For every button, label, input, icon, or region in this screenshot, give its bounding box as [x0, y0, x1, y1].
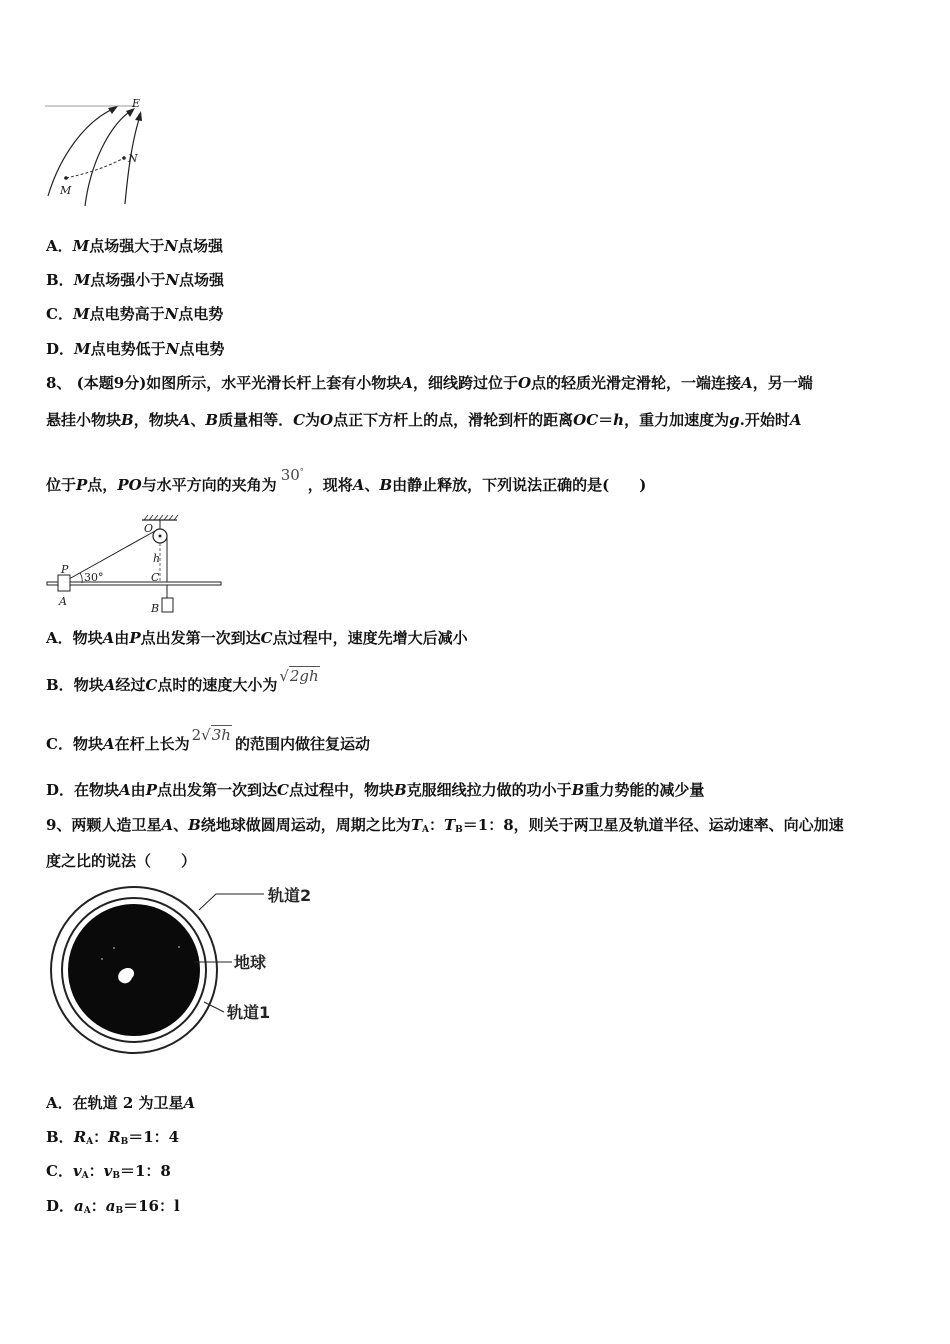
- label-b: B: [151, 602, 160, 615]
- label-c: C: [151, 571, 160, 584]
- q7-option-b: B．M点场强小于N点场强: [46, 271, 225, 289]
- point-m: [64, 176, 68, 180]
- q8-stem-line-3: 位于P点，PO与水平方向的夹角为30°，现将A、B由静止释放，下列说法正确的是( ): [46, 466, 647, 494]
- ceiling-hatch: [144, 515, 178, 520]
- q9-option-a: A．在轨道 2 为卫星A: [46, 1094, 196, 1112]
- label-p: P: [61, 563, 69, 576]
- label-m: M: [60, 184, 72, 197]
- field-lines-figure: [40, 96, 200, 211]
- orbit-figure: [44, 882, 344, 1057]
- block-b: [162, 598, 173, 612]
- q9-stem-line-2: 度之比的说法（ ）: [46, 852, 197, 870]
- q8-option-b: B．物块A经过C点时的速度大小为 √2gh: [46, 667, 319, 694]
- earth: [68, 904, 200, 1036]
- angle-30: 30°: [280, 466, 304, 484]
- q8-option-a: A．物块A由P点出发第一次到达C点过程中，速度先增大后减小: [46, 629, 468, 647]
- label-30: 30°: [84, 571, 104, 584]
- arrow-head-1: [108, 106, 118, 114]
- q7-option-d: D．M点电势低于N点电势: [46, 340, 225, 358]
- block-a: [58, 575, 70, 591]
- q9-option-b: B．$R_A$：$R_B=1$：4: [46, 1128, 180, 1147]
- q7-option-a: A．M点场强大于N点场强: [46, 237, 223, 255]
- trajectory-dashed: [66, 158, 124, 178]
- q8-option-d: D．在物块A由P点出发第一次到达C点过程中，物块B克服细线拉力做的功小于B重力势能的减少量: [46, 781, 705, 799]
- q8-stem-line-2: 悬挂小物块B，物块A、B质量相等．C为O点正下方杆上的点，滑轮到杆的距离OC＝h，重力加速度为g.开始时A: [46, 411, 802, 429]
- field-line-1: [48, 108, 115, 196]
- q8-option-c: C．物块A在杆上长为 2√3h 的范围内做往复运动: [46, 726, 370, 753]
- label-h: h: [153, 552, 161, 565]
- speck-1: [113, 947, 115, 949]
- q8-stem-line-1: 8、 (本题9分)如图所示，水平光滑长杆上套有小物块A，细线跨过位于O点的轻质光滑定滑轮，一端连接A，另一端: [46, 374, 813, 392]
- q7-option-c: C．M点电势高于N点电势: [46, 305, 224, 323]
- point-n: [122, 156, 126, 160]
- speck-2: [178, 946, 180, 948]
- q9-option-c: C．$v_A$：$v_B=1$：8: [46, 1162, 171, 1181]
- horizontal-rod: [47, 582, 221, 585]
- q9-option-d: D．$a_A$：$a_B=16$：l: [46, 1197, 180, 1216]
- label-a: A: [59, 595, 67, 608]
- label-orbit-1: 轨道1: [227, 1003, 271, 1022]
- string-po: [69, 531, 155, 579]
- pulley-figure: [42, 515, 232, 620]
- label-n: N: [128, 152, 138, 165]
- speck-3: [101, 958, 103, 960]
- label-earth: 地球: [234, 953, 267, 972]
- label-orbit-2: 轨道2: [268, 886, 312, 905]
- label-o: O: [144, 522, 154, 535]
- leader-orbit2: [199, 894, 264, 910]
- q9-stem-line-1: 9、两颗人造卫星A、B绕地球做圆周运动，周期之比为$T_A$：$T_B=1$：8，则关于两卫星及轨道半径、运动速率、向心加速: [46, 816, 844, 835]
- sqrt-2gh: √2gh: [279, 667, 319, 685]
- expr-2sqrt3h: 2√3h: [191, 726, 231, 744]
- label-e: E: [132, 97, 141, 110]
- arrow-head-3: [135, 111, 142, 121]
- pulley-axle: [159, 535, 162, 538]
